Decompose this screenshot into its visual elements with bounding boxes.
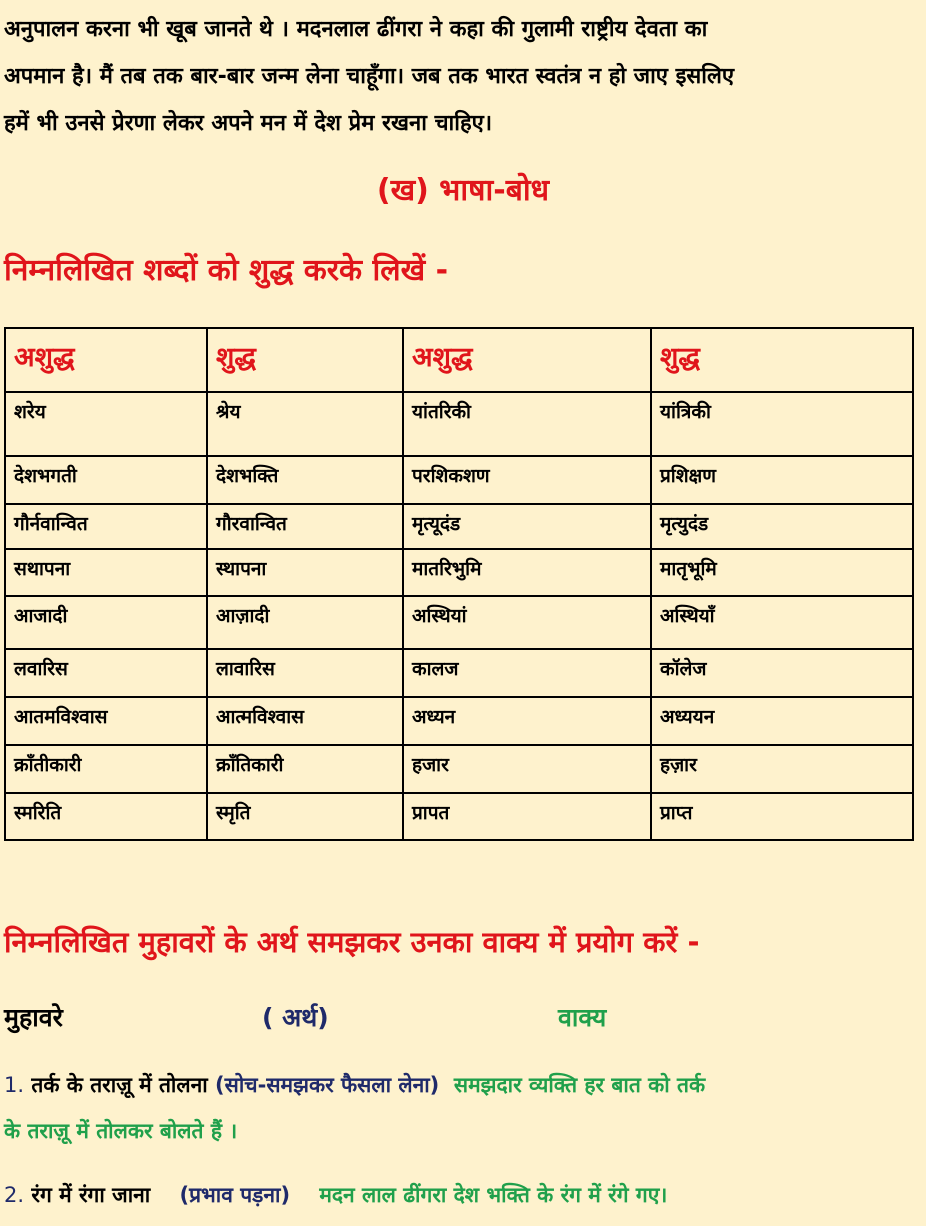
table-cell: स्मृति bbox=[207, 793, 403, 840]
table-row bbox=[5, 392, 913, 456]
table-cell: शरेय bbox=[5, 392, 207, 456]
table-cell: आत्मविश्वास bbox=[207, 697, 403, 745]
idiom-number: 1. bbox=[4, 1073, 25, 1097]
table-cell: प्रशिक्षण bbox=[651, 456, 913, 504]
header-correct: शुद्ध bbox=[207, 328, 403, 392]
idiom-phrase: तर्क के तराज़ू में तोलना bbox=[31, 1073, 208, 1097]
table-cell: मातरिभुमि bbox=[403, 549, 651, 596]
paragraph-line: हमें भी उनसे प्रेरणा लेकर अपने मन में देश प्रेम रखना चाहिए। bbox=[4, 111, 493, 136]
table-cell: अस्थियां bbox=[403, 596, 651, 649]
table-cell: देशभगती bbox=[5, 456, 207, 504]
table-row bbox=[5, 456, 913, 504]
table-cell: क्राँतीकारी bbox=[5, 745, 207, 793]
table-cell: हज़ार bbox=[651, 745, 913, 793]
table-cell: प्राप्त bbox=[651, 793, 913, 840]
paragraph-line: अनुपालन करना भी खूब जानते थे । मदनलाल ढींगरा ने कहा की गुलामी राष्ट्रीय देवता का bbox=[4, 17, 708, 42]
table-cell: सथापना bbox=[5, 549, 207, 596]
paragraph-line: अपमान है। मैं तब तक बार-बार जन्म लेना चाहूँगा। जब तक भारत स्वतंत्र न हो जाए इसलिए bbox=[4, 64, 735, 89]
table-cell: श्रेय bbox=[207, 392, 403, 456]
table-row bbox=[5, 649, 913, 697]
table-row bbox=[5, 504, 913, 549]
table-row bbox=[5, 596, 913, 649]
table-header-row bbox=[5, 328, 913, 392]
idiom-phrase: रंग में रंगा जाना bbox=[31, 1183, 151, 1207]
table-cell: अध्यन bbox=[403, 697, 651, 745]
header-correct: शुद्ध bbox=[651, 328, 913, 392]
idiom-meaning: (सोच-समझकर फैसला लेना) bbox=[215, 1073, 440, 1097]
word-correction-table bbox=[4, 327, 914, 841]
idiom-sentence: मदन लाल ढींगरा देश भक्ति के रंग में रंगे गए। bbox=[319, 1183, 668, 1207]
section-title: (ख) भाषा-बोध bbox=[376, 173, 550, 208]
table-cell: गौरवान्वित bbox=[207, 504, 403, 549]
table-cell: स्मरिति bbox=[5, 793, 207, 840]
table-cell: प्रापत bbox=[403, 793, 651, 840]
intro-paragraph bbox=[4, 6, 922, 147]
idiom-sentence-continued: के तराज़ू में तोलकर बोलते हैं । bbox=[4, 1119, 238, 1143]
idiom-column-headers bbox=[4, 1000, 922, 1040]
table-cell: आजादी bbox=[5, 596, 207, 649]
table-row bbox=[5, 745, 913, 793]
table-cell: लावारिस bbox=[207, 649, 403, 697]
table-cell: गौर्नवान्वित bbox=[5, 504, 207, 549]
column-meaning: ( अर्थ) bbox=[262, 1003, 329, 1032]
table-cell: लवारिस bbox=[5, 649, 207, 697]
table-cell: परशिकशण bbox=[403, 456, 651, 504]
table-cell: अस्थियाँ bbox=[651, 596, 913, 649]
table-row bbox=[5, 793, 913, 840]
table-cell: कालज bbox=[403, 649, 651, 697]
header-incorrect: अशुद्ध bbox=[403, 328, 651, 392]
table-cell: हजार bbox=[403, 745, 651, 793]
table-cell: आज़ादी bbox=[207, 596, 403, 649]
idiom-sentence: समझदार व्यक्ति हर बात को तर्क bbox=[453, 1073, 706, 1097]
table-cell: आतमविश्वास bbox=[5, 697, 207, 745]
words-instruction: निम्नलिखित शब्दों को शुद्ध करके लिखें - bbox=[4, 253, 449, 288]
table-cell: यांतरिकी bbox=[403, 392, 651, 456]
header-incorrect: अशुद्ध bbox=[5, 328, 207, 392]
table-cell: यांत्रिकी bbox=[651, 392, 913, 456]
table-cell: मातृभूमि bbox=[651, 549, 913, 596]
table-row bbox=[5, 549, 913, 596]
column-sentence: वाक्य bbox=[558, 1003, 607, 1032]
column-idiom: मुहावरे bbox=[4, 1003, 63, 1032]
idiom-item bbox=[4, 1172, 922, 1218]
table-cell: मृत्युदंड bbox=[651, 504, 913, 549]
table-cell: कॉलेज bbox=[651, 649, 913, 697]
table-cell: मृत्यूदंड bbox=[403, 504, 651, 549]
idiom-number: 2. bbox=[4, 1183, 25, 1207]
table-cell: देशभक्ति bbox=[207, 456, 403, 504]
idiom-meaning: (प्रभाव पड़ना) bbox=[179, 1183, 291, 1207]
idioms-instruction: निम्नलिखित मुहावरों के अर्थ समझकर उनका वाक्य में प्रयोग करें - bbox=[4, 925, 700, 959]
table-row bbox=[5, 697, 913, 745]
table-cell: स्थापना bbox=[207, 549, 403, 596]
idiom-item bbox=[4, 1062, 922, 1154]
table-cell: क्राँतिकारी bbox=[207, 745, 403, 793]
table-cell: अध्ययन bbox=[651, 697, 913, 745]
